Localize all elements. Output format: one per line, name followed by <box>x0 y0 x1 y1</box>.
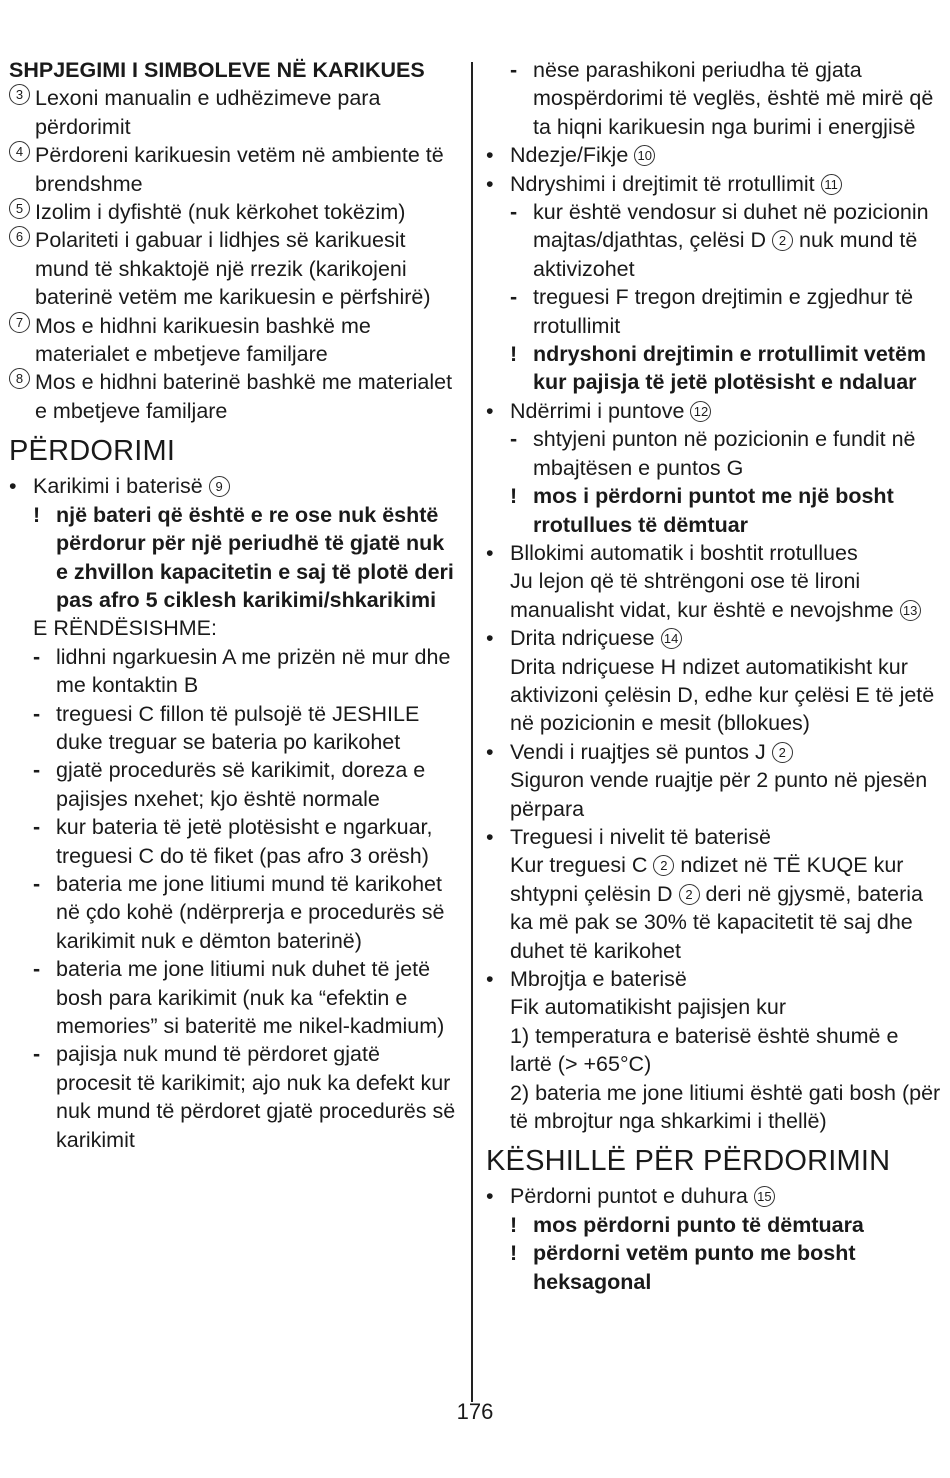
bullet: • <box>486 171 494 196</box>
symbol-item <box>9 312 461 369</box>
dash-mark: - <box>33 1042 41 1067</box>
charging-step <box>9 700 461 757</box>
dash-mark: - <box>510 285 518 310</box>
spindle-lock-text: Ju lejon që të shtrëngoni ose të lironi manualisht vidat, kur është e nevojshme <box>510 569 894 622</box>
protection-item <box>486 965 942 993</box>
bits-warning-2 <box>486 1239 942 1296</box>
storage-item <box>486 738 942 766</box>
charging-warning-text: një bateri që është e re ose nuk është përdorur për një periudhë të gjatë nuk e zhvillon kapacitetin e saj të plotë deri pas afro 5 ciklesh karikimi/shkarikimi <box>56 502 454 612</box>
light-label: Drita ndriçuese <box>510 626 655 651</box>
usage-heading: PËRDORIMI <box>9 435 176 468</box>
charging-step <box>9 1040 461 1154</box>
protection-line-2: 1) temperatura e baterisë është shumë e lartë (> +65°C) <box>510 1023 899 1077</box>
circled-number: 6 <box>9 226 30 247</box>
charging-step-text: kur bateria të jetë plotësisht e ngarkuar, treguesi C do të fiket (pas afro 3 orësh) <box>56 815 433 868</box>
symbols-list <box>9 84 461 425</box>
circled-number: 9 <box>209 476 230 497</box>
symbol-text: Mos e hidhni karikuesin bashkë me materialet e mbetjeve familjare <box>35 313 371 367</box>
dash-mark: - <box>510 427 518 452</box>
direction-dash-2 <box>486 283 942 340</box>
circled-number: 14 <box>661 628 682 649</box>
bullet: • <box>486 540 494 565</box>
page-number: 176 <box>456 1399 494 1424</box>
circled-number: 11 <box>821 174 842 195</box>
circled-number: 13 <box>900 600 921 621</box>
charging-step-text: bateria me jone litiumi mund të karikohet në çdo kohë (ndërprerja e procedurës së karikimit nuk e dëmton baterinë) <box>56 871 445 953</box>
dash-mark: - <box>33 957 41 982</box>
direction-dash-1-post: nuk mund të aktivizohet <box>533 228 918 281</box>
charging-step-text: treguesi C fillon të pulsojë të JESHILE duke treguar se bateria po karikohet <box>56 701 420 754</box>
dash-mark: - <box>33 758 41 783</box>
bits-warning-2-text: përdorni vetëm punto me bosht heksagonal <box>533 1241 856 1294</box>
direction-label: Ndryshimi i drejtimit të rrotullimit <box>510 171 815 196</box>
warning-mark: ! <box>510 1212 518 1237</box>
direction-dash-1 <box>486 198 942 283</box>
bit-change-warning <box>486 482 942 539</box>
warning-mark: ! <box>510 1241 518 1266</box>
direction-warning-text: ndryshoni drejtimin e rrotullimit vetëm kur pajisja të jetë plotësisht e ndaluar <box>533 342 927 395</box>
circled-number: 2 <box>679 884 700 905</box>
bullet: • <box>486 739 494 764</box>
circled-number: 7 <box>9 312 30 333</box>
battery-level-mid: ndizet në TË KUQE kur shtypni çelësin D <box>510 853 904 906</box>
circled-number: 5 <box>9 198 30 219</box>
symbol-text: Përdoreni karikuesin vetëm në ambiente të brendshme <box>35 143 444 196</box>
spindle-lock-body <box>486 567 942 624</box>
charging-step <box>9 955 461 1040</box>
charging-step <box>9 756 461 813</box>
battery-level-post: deri në gjysmë, bateria ka më pak se 30% të kapacitetit të saj dhe duhet të karikohet <box>510 881 923 963</box>
dash-mark: - <box>33 871 41 896</box>
top-dash-item <box>486 56 942 141</box>
storage-text: Siguron vende ruajtje për 2 punto në pjesën përpara <box>510 768 928 821</box>
bit-change-label: Ndërrimi i puntove <box>510 398 685 423</box>
storage-label: Vendi i ruajtjes së puntos J <box>510 739 766 764</box>
protection-label: Mbrojtja e baterisë <box>510 967 687 991</box>
light-text: Drita ndriçuese H ndizet automatikisht kur aktivizoni çelësin D, edhe kur çelësi E të jetë në pozicionin e mesit (bllokues) <box>510 654 935 736</box>
circled-number: 15 <box>754 1186 775 1207</box>
charging-label: Karikimi i baterisë <box>33 474 203 499</box>
charging-step <box>9 870 461 955</box>
bullet: • <box>486 967 494 991</box>
dash-mark: - <box>33 644 41 669</box>
symbol-item <box>9 368 461 425</box>
bits-warning-1 <box>486 1211 942 1239</box>
bits-item <box>486 1182 942 1210</box>
warning-mark: ! <box>33 502 41 527</box>
circled-number: 10 <box>634 145 655 166</box>
direction-warning <box>486 340 942 397</box>
direction-dash-1-pre: kur është vendosur si duhet në pozicionin majtas/djathtas, çelësi D <box>533 200 929 253</box>
important-label: E RËNDËSISHME: <box>33 616 217 641</box>
dash-mark: - <box>510 200 518 225</box>
battery-level-body <box>486 851 942 965</box>
bits-label: Përdorni puntot e duhura <box>510 1184 748 1209</box>
charging-step-text: gjatë procedurës së karikimit, doreza e pajisjes nxehet; kjo është normale <box>56 758 426 811</box>
protection-line-3: 2) bateria me jone litiumi është gati bosh (për të mbrojtur nga shkarkimi i thellë) <box>510 1080 941 1134</box>
charging-step <box>9 643 461 700</box>
right-column <box>486 56 942 1296</box>
dash-mark: - <box>33 701 41 726</box>
dash-mark: - <box>33 815 41 840</box>
bullet: • <box>9 474 17 499</box>
bullet: • <box>486 398 494 423</box>
direction-item <box>486 170 942 198</box>
tips-heading: KËSHILLË PËR PËRDORIMIN <box>486 1145 891 1178</box>
battery-level-label: Treguesi i nivelit të baterisë <box>510 824 771 849</box>
on-off-item <box>486 141 942 169</box>
symbol-text: Polariteti i gabuar i lidhjes së karikuesit mund të shkaktojë një rrezik (karikojeni baterinë vetëm me karikuesin e përfshirë) <box>35 228 431 310</box>
circled-number: 4 <box>9 141 30 162</box>
charging-step-text: bateria me jone litiumi nuk duhet të jetë bosh para karikimit (nuk ka “efektin e memories” si bateritë me nikel-kadmium) <box>56 957 445 1038</box>
bit-change-warning-text: mos i përdorni puntot me një bosht rrotullues të dëmtuar <box>533 484 894 537</box>
charging-step-text: pajisja nuk mund të përdoret gjatë procesit të karikimit; ajo nuk ka defekt kur nuk mund të përdoret gjatë procedurës së karikimit <box>56 1042 456 1152</box>
symbol-text: Izolim i dyfishtë (nuk kërkohet tokëzim) <box>35 200 406 225</box>
bullet: • <box>486 143 494 168</box>
symbol-text: Mos e hidhni baterinë bashkë me materialet e mbetjeve familjare <box>35 370 453 423</box>
bit-change-dash <box>486 425 942 482</box>
light-item <box>486 624 942 652</box>
dash-mark: - <box>510 58 518 82</box>
spindle-lock-label: Bllokimi automatik i boshtit rrotullues <box>510 540 858 565</box>
circled-number: 8 <box>9 368 30 389</box>
symbol-item <box>9 198 461 226</box>
bits-warning-1-text: mos përdorni punto të dëmtuara <box>533 1212 864 1237</box>
warning-mark: ! <box>510 342 518 367</box>
circled-number: 12 <box>690 401 711 422</box>
symbols-title: SHPJEGIMI I SIMBOLEVE NË KARIKUES <box>9 58 425 82</box>
spindle-lock-item <box>486 539 942 567</box>
charging-step <box>9 813 461 870</box>
bullet: • <box>486 1184 494 1209</box>
bit-change-dash-text: shtyjeni punton në pozicionin e fundit në mbajtësen e puntos G <box>533 427 916 480</box>
symbol-item <box>9 226 461 311</box>
warning-mark: ! <box>510 484 518 509</box>
battery-level-item <box>486 823 942 851</box>
symbol-item <box>9 84 461 141</box>
left-column <box>9 56 461 1154</box>
charging-step-text: lidhni ngarkuesin A me prizën në mur dhe me kontaktin B <box>56 644 451 698</box>
bullet: • <box>486 626 494 651</box>
direction-dash-2-text: treguesi F tregon drejtimin e zgjedhur të rrotullimit <box>533 285 914 338</box>
circled-number: 3 <box>9 84 30 105</box>
protection-line-1: Fik automatikisht pajisjen kur <box>510 995 787 1020</box>
bullet: • <box>486 824 494 849</box>
charging-item <box>9 472 461 500</box>
charging-steps-list <box>9 643 461 1154</box>
circled-number: 2 <box>653 855 674 876</box>
on-off-label: Ndezje/Fikje <box>510 143 629 168</box>
charging-warning <box>9 501 461 615</box>
symbol-item <box>9 141 461 198</box>
top-dash-text: nëse parashikoni periudha të gjata mospërdorimi të veglës, është më mirë që ta hiqni karikuesin nga burimi i energjisë <box>533 58 934 139</box>
symbol-text: Lexoni manualin e udhëzimeve para përdorimit <box>35 86 381 139</box>
column-divider <box>471 62 473 1402</box>
circled-number: 2 <box>772 230 793 251</box>
circled-number: 2 <box>772 742 793 763</box>
battery-level-pre: Kur treguesi C <box>510 853 648 878</box>
bit-change-item <box>486 397 942 425</box>
